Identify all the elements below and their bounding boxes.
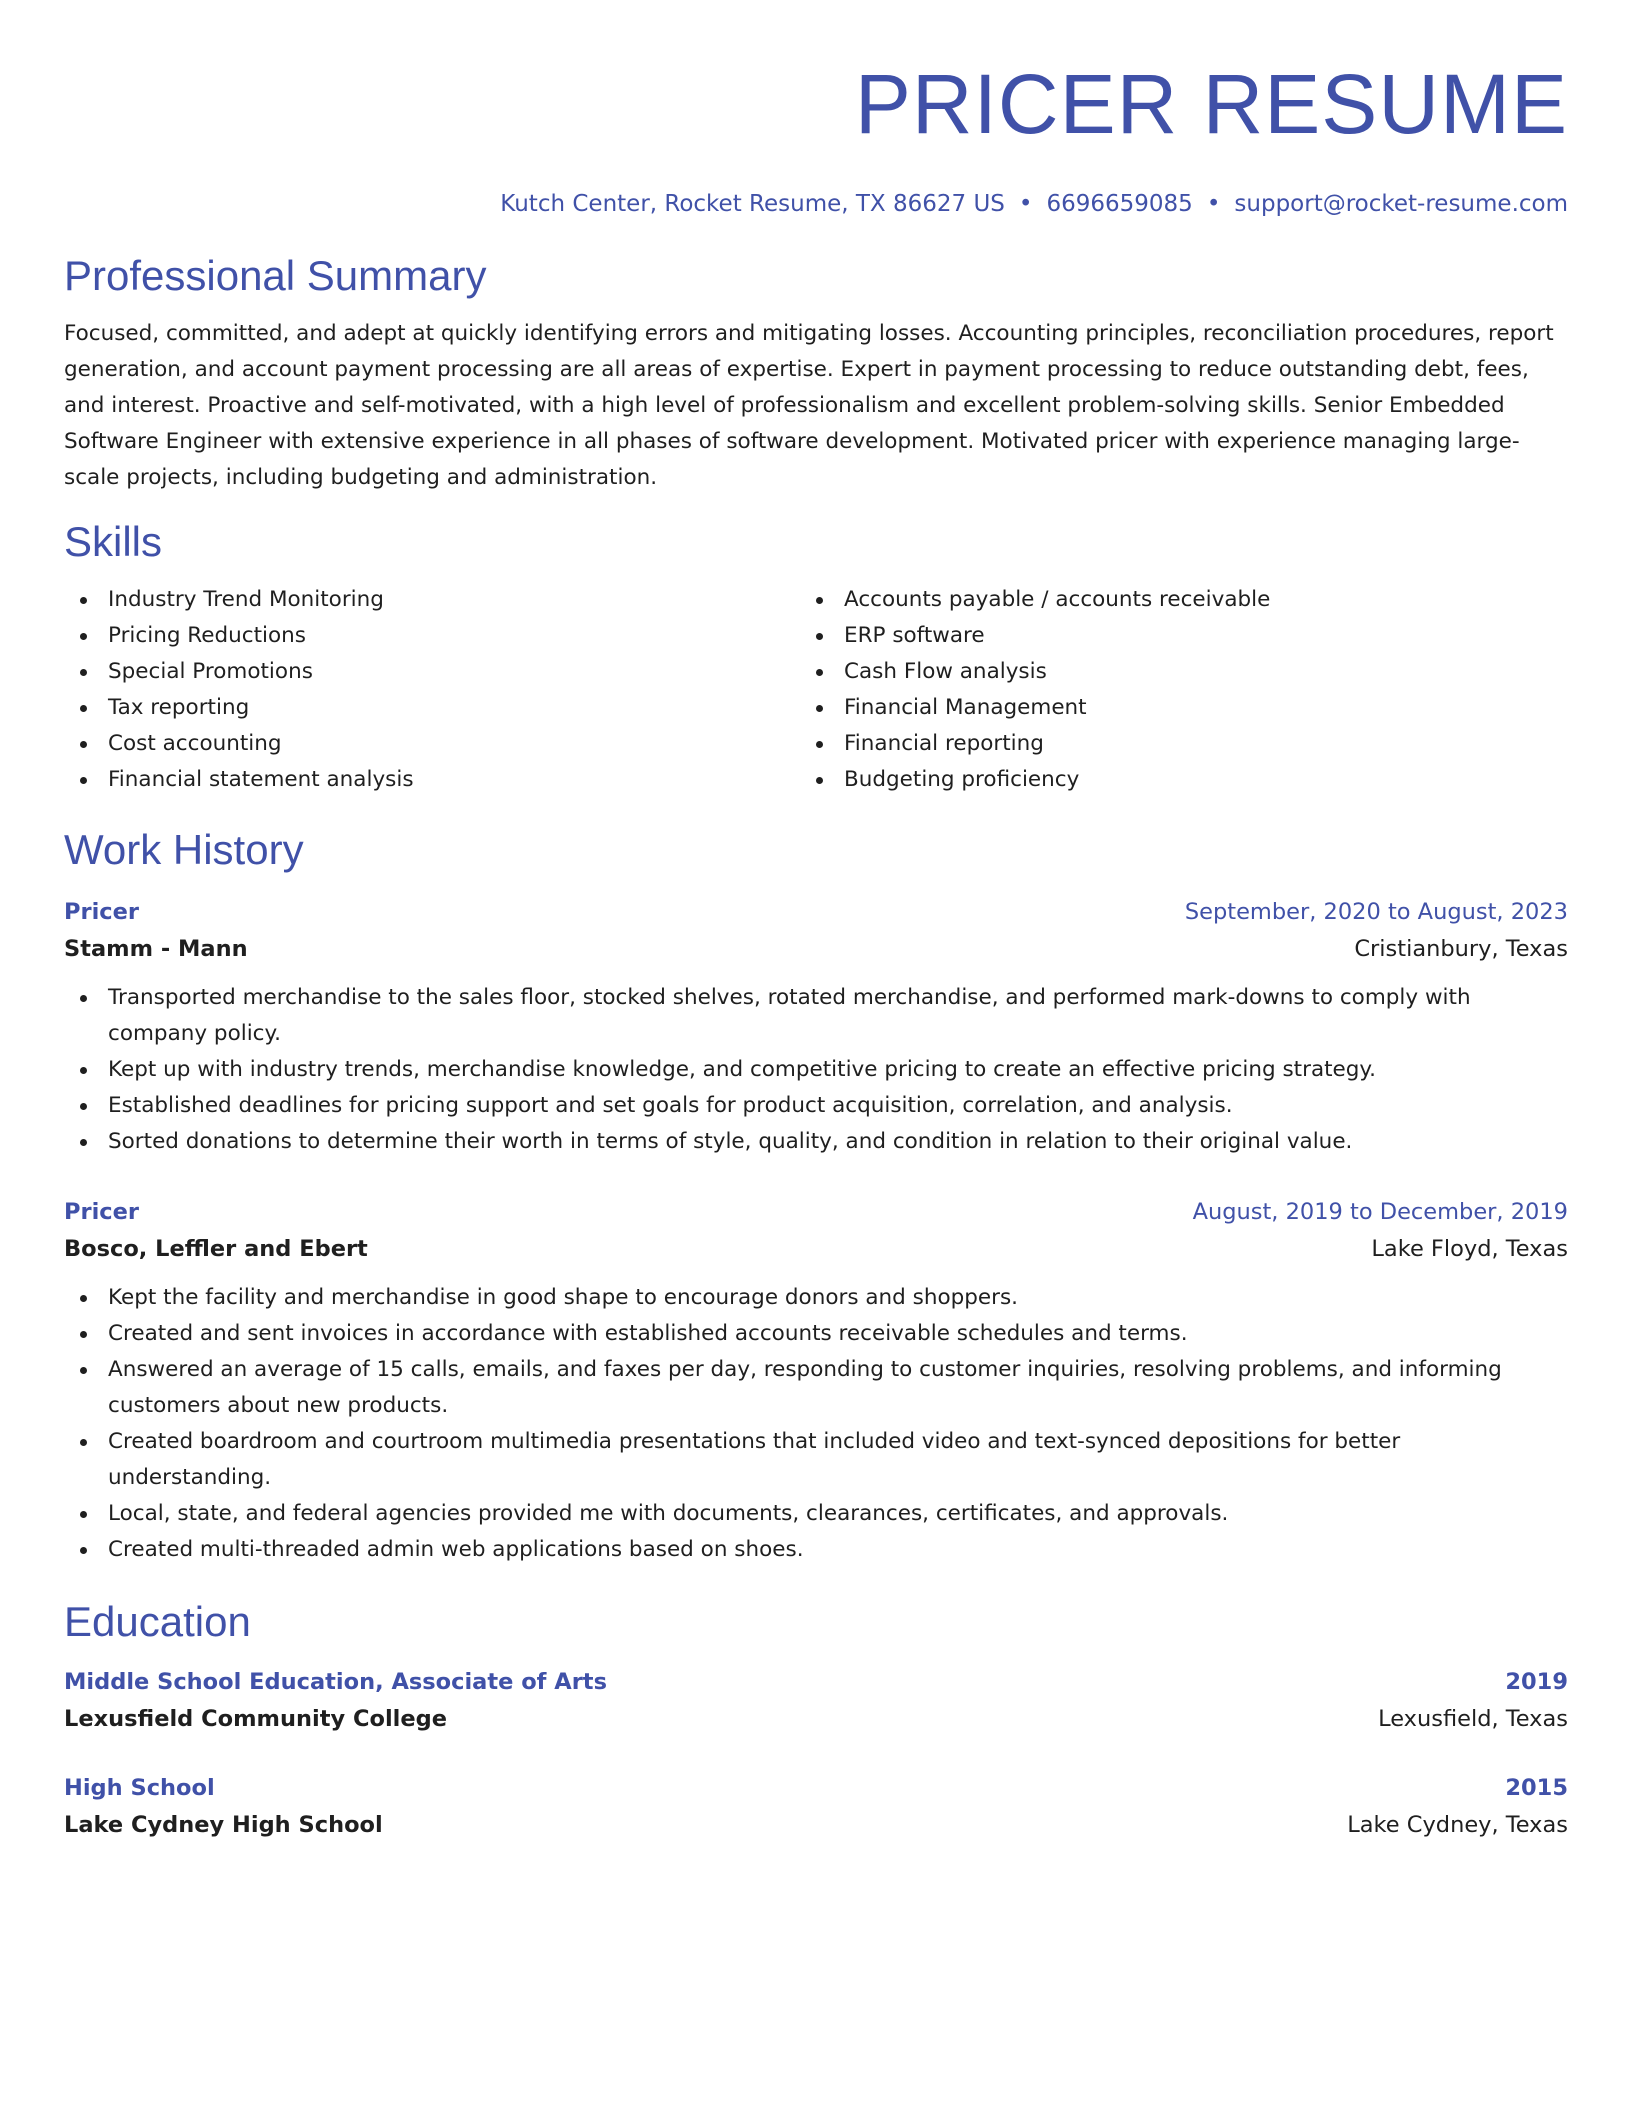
skills-column-left xyxy=(64,582,800,798)
contact-phone: 6696659085 xyxy=(1046,191,1193,217)
education-degree-row xyxy=(64,1770,1568,1806)
contact-line xyxy=(64,188,1568,220)
job-entry xyxy=(64,894,1568,1160)
job-header-row xyxy=(64,894,1568,930)
skill-item: Financial statement analysis xyxy=(64,762,800,798)
job-role: Pricer xyxy=(64,1199,139,1225)
job-bullet: Transported merchandise to the sales floor, stocked shelves, rotated merchandise, and performed mark-downs to comply with company policy. xyxy=(64,980,1568,1052)
job-bullet: Created boardroom and courtroom multimedia presentations that included video and text-synced depositions for better understanding. xyxy=(64,1424,1568,1496)
job-company: Stamm - Mann xyxy=(64,936,248,962)
education-degree: Middle School Education, Associate of Arts xyxy=(64,1669,607,1695)
skill-item: Pricing Reductions xyxy=(64,618,800,654)
skill-item: Financial reporting xyxy=(800,726,1536,762)
skills-column-right xyxy=(800,582,1536,798)
section-title-work-history: Work History xyxy=(64,826,304,873)
education-school: Lexusfield Community College xyxy=(64,1706,447,1732)
job-bullet: Created and sent invoices in accordance with established accounts receivable schedules and terms. xyxy=(64,1316,1568,1352)
resume-header xyxy=(64,56,1568,220)
contact-address: Kutch Center, Rocket Resume, TX 86627 US xyxy=(500,191,1005,217)
job-location: Cristianbury, Texas xyxy=(1354,936,1568,962)
skill-item: Accounts payable / accounts receivable xyxy=(800,582,1536,618)
skills-grid xyxy=(64,582,1568,798)
education-entry xyxy=(64,1664,1568,1738)
job-company: Bosco, Leffler and Ebert xyxy=(64,1236,368,1262)
job-dates: September, 2020 to August, 2023 xyxy=(1184,899,1568,925)
education-year: 2015 xyxy=(1505,1775,1568,1801)
skill-item: Financial Management xyxy=(800,690,1536,726)
job-bullet: Kept the facility and merchandise in good shape to encourage donors and shoppers. xyxy=(64,1280,1568,1316)
skill-item: Budgeting proficiency xyxy=(800,762,1536,798)
education-location: Lexusfield, Texas xyxy=(1378,1706,1568,1732)
job-bullets xyxy=(64,980,1568,1160)
job-location: Lake Floyd, Texas xyxy=(1371,1236,1568,1262)
section-title-summary: Professional Summary xyxy=(64,252,487,299)
job-bullet: Created multi-threaded admin web applications based on shoes. xyxy=(64,1532,1568,1568)
job-bullet: Established deadlines for pricing support and set goals for product acquisition, correlation, and analysis. xyxy=(64,1088,1568,1124)
job-bullet: Local, state, and federal agencies provided me with documents, clearances, certificates, and approvals. xyxy=(64,1496,1568,1532)
job-header-row xyxy=(64,1194,1568,1230)
job-bullet: Kept up with industry trends, merchandise knowledge, and competitive pricing to create an effective pricing strategy. xyxy=(64,1052,1568,1088)
education-degree: High School xyxy=(64,1775,215,1801)
skill-item: Cash Flow analysis xyxy=(800,654,1536,690)
skill-item: Cost accounting xyxy=(64,726,800,762)
section-title-skills: Skills xyxy=(64,518,163,565)
job-role: Pricer xyxy=(64,899,139,925)
job-company-row xyxy=(64,1230,1568,1268)
education-school: Lake Cydney High School xyxy=(64,1812,383,1838)
education-entry xyxy=(64,1770,1568,1844)
skill-item: Industry Trend Monitoring xyxy=(64,582,800,618)
skill-item: Special Promotions xyxy=(64,654,800,690)
education-school-row xyxy=(64,1700,1568,1738)
education-location: Lake Cydney, Texas xyxy=(1347,1812,1568,1838)
contact-separator: • xyxy=(1206,191,1221,217)
skill-item: Tax reporting xyxy=(64,690,800,726)
education-degree-row xyxy=(64,1664,1568,1700)
job-dates: August, 2019 to December, 2019 xyxy=(1192,1199,1568,1225)
section-title-education: Education xyxy=(64,1598,251,1645)
job-bullet: Sorted donations to determine their worth in terms of style, quality, and condition in relation to their original value. xyxy=(64,1124,1568,1160)
education-school-row xyxy=(64,1806,1568,1844)
skill-item: ERP software xyxy=(800,618,1536,654)
summary-text: Focused, committed, and adept at quickly identifying errors and mitigating losses. Accounting principles, reconciliation procedures, report generation, and account payment processing are all areas of expertise. Expert in payment processing to reduce outstanding debt, fees, and interest. Proactive and self-motivated, with a high level of professionalism and excellent problem-solving skills. Senior Embedded Software Engineer with extensive experience in all phases of software development. Motivated pricer with experience managing large-scale projects, including budgeting and administration. xyxy=(64,321,1554,490)
job-entry xyxy=(64,1194,1568,1568)
job-bullets xyxy=(64,1280,1568,1568)
job-bullet: Answered an average of 15 calls, emails, and faxes per day, responding to customer inquiries, resolving problems, and informing customers about new products. xyxy=(64,1352,1568,1424)
contact-email: support@rocket-resume.com xyxy=(1234,191,1568,217)
resume-name: PRICER RESUME xyxy=(854,57,1568,151)
contact-separator: • xyxy=(1018,191,1033,217)
job-company-row xyxy=(64,930,1568,968)
education-year: 2019 xyxy=(1505,1669,1568,1695)
